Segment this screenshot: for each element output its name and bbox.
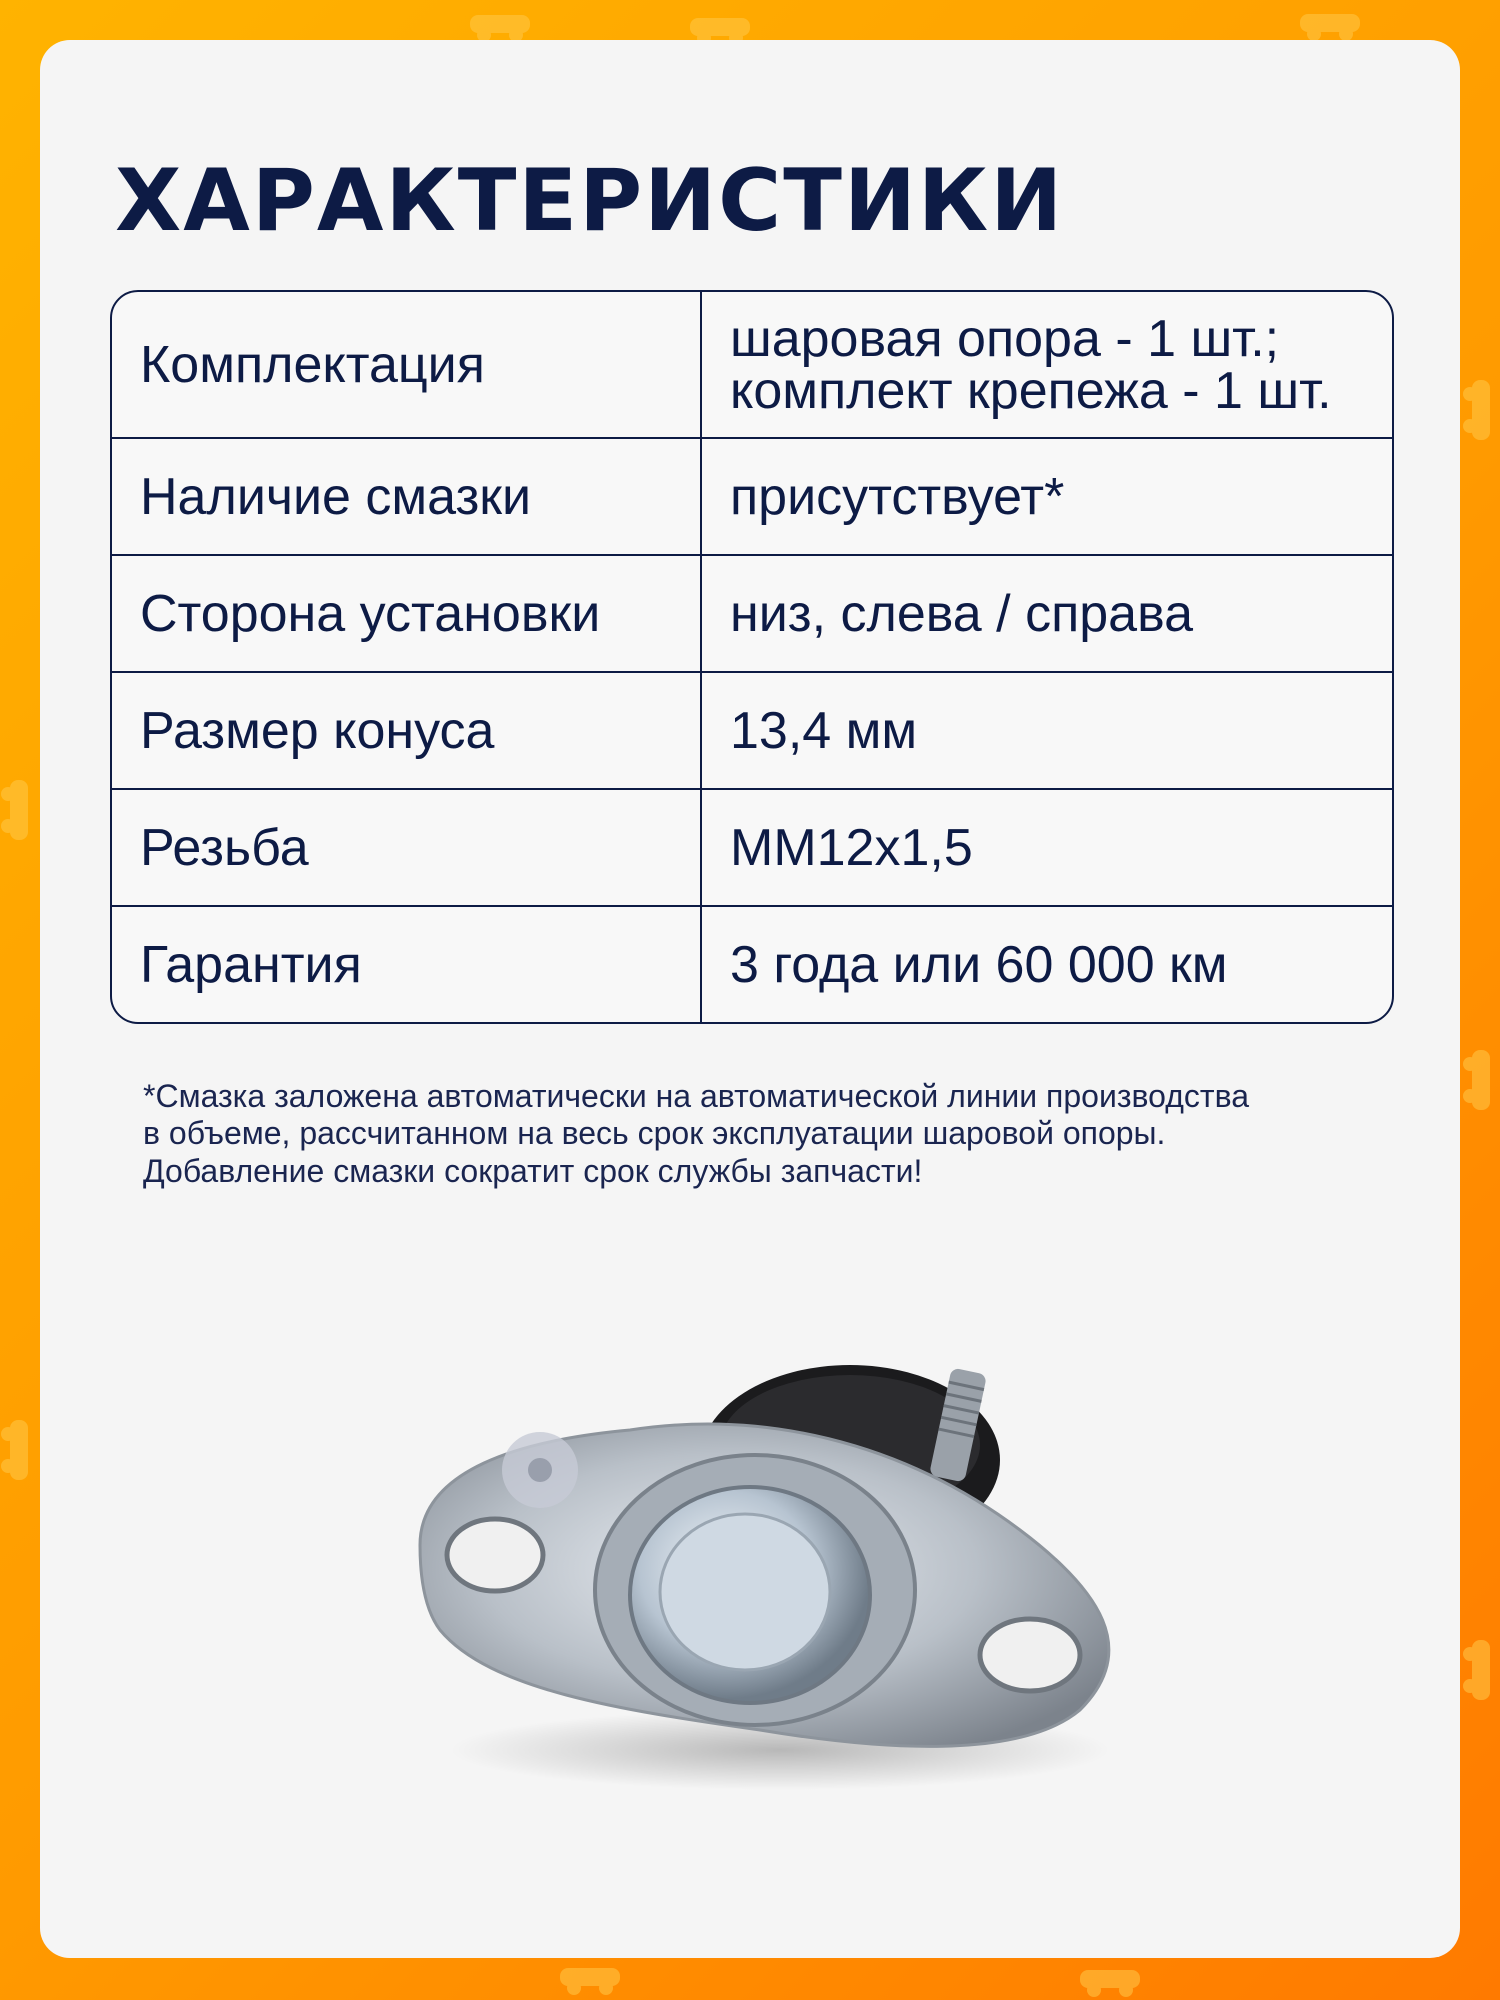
ball-joint-image	[380, 1330, 1160, 1790]
car-pattern-icon	[470, 15, 530, 42]
table-row	[112, 437, 1392, 554]
spec-value-cone: 13,4 мм	[730, 701, 918, 760]
footnote-line: Добавление смазки сократит срок службы запчасти!	[143, 1152, 923, 1189]
car-pattern-icon	[1463, 1050, 1490, 1110]
footnote	[143, 1078, 1373, 1190]
spec-value-grease: присутствует*	[730, 467, 1065, 526]
car-pattern-icon	[1463, 380, 1490, 440]
car-pattern-icon	[1463, 1640, 1490, 1700]
car-pattern-icon	[1080, 1970, 1140, 1997]
spec-value-thread: ММ12х1,5	[730, 818, 973, 877]
spec-table	[110, 290, 1394, 1024]
spec-label-warranty: Гарантия	[112, 907, 702, 1022]
spec-value-side: низ, слева / справа	[730, 584, 1194, 643]
car-pattern-icon	[1, 1420, 28, 1480]
spec-label-thread: Резьба	[112, 790, 702, 905]
table-row	[112, 554, 1392, 671]
spec-value-warranty: 3 года или 60 000 км	[730, 935, 1228, 994]
table-row	[112, 671, 1392, 788]
footnote-line: в объеме, рассчитанном на весь срок эксплуатации шаровой опоры.	[143, 1115, 1166, 1152]
spec-label-cone: Размер конуса	[112, 673, 702, 788]
table-row	[112, 788, 1392, 905]
car-pattern-icon	[560, 1968, 620, 1995]
car-pattern-icon	[1, 780, 28, 840]
car-pattern-icon	[1300, 14, 1360, 41]
table-row	[112, 292, 1392, 437]
spec-label-kit: Комплектация	[112, 292, 702, 437]
spec-label-side: Сторона установки	[112, 556, 702, 671]
page-title: ХАРАКТЕРИСТИКИ	[115, 151, 1065, 251]
spec-label-grease: Наличие смазки	[112, 439, 702, 554]
spec-value-kit: шаровая опора - 1 шт.; комплект крепежа - 1 шт.	[730, 309, 1332, 420]
footnote-line: *Смазка заложена автоматически на автоматической линии производства	[143, 1078, 1249, 1114]
table-row	[112, 905, 1392, 1022]
spec-card	[40, 40, 1460, 1958]
